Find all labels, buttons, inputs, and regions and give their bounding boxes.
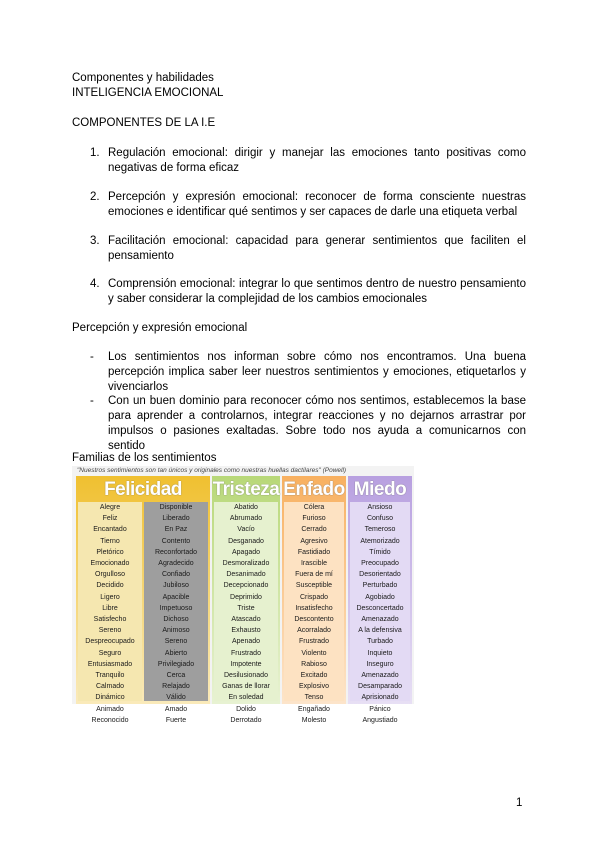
feeling-word: Engañado [298, 705, 330, 713]
feeling-word: Impotente [230, 660, 262, 668]
feeling-word: Inseguro [366, 660, 394, 668]
feeling-word: Rabioso [301, 660, 327, 668]
feeling-word: Impetuoso [159, 604, 193, 612]
family-heading: Enfado [283, 479, 345, 500]
feeling-word: Insatisfecho [295, 604, 333, 612]
feeling-word: Abierto [164, 649, 188, 657]
feeling-word: Violento [301, 649, 327, 657]
bullet-mark: - [90, 351, 94, 363]
feeling-word: Desorientado [359, 571, 401, 579]
list-number: 1. [90, 147, 100, 159]
list-text: Regulación emocional: dirigir y manejar las emociones tanto positivas como negativas de forma eficaz [108, 147, 526, 174]
feeling-word: Dolido [236, 705, 256, 713]
feeling-word: En Paz [164, 526, 188, 534]
section-heading-percepcion: Percepción y expresión emocional [72, 322, 248, 334]
feeling-word: Tímido [369, 548, 391, 556]
feeling-word: Agradecido [158, 560, 194, 568]
feeling-word: Atascado [231, 616, 261, 624]
feeling-word: Excitado [300, 672, 328, 680]
feeling-word: Abatido [234, 504, 258, 511]
feeling-word: Susceptible [295, 582, 333, 590]
feeling-word: Satisfecho [93, 616, 127, 624]
feeling-word: Reconfortado [154, 548, 198, 556]
feeling-word: Tranquilo [95, 672, 125, 680]
feeling-word: Desconcertado [356, 604, 404, 612]
family-words [350, 502, 410, 724]
image-quote: "Nuestros sentimientos son tan únicos y originales como nuestras huellas dactilares" (Powell) [77, 467, 347, 474]
feeling-word: Encantado [93, 526, 127, 534]
feeling-word: Desmoralizado [222, 560, 270, 568]
feeling-word: Dinámico [95, 694, 125, 702]
feeling-word: Alegre [99, 504, 121, 511]
feeling-word: Cerca [166, 672, 186, 680]
feeling-word: Explosivo [299, 683, 329, 691]
feeling-word: Entusiasmado [87, 660, 133, 668]
feeling-word: Derrotado [230, 716, 262, 724]
feeling-word: Animoso [162, 627, 190, 635]
feeling-word: Animado [96, 705, 124, 713]
feeling-word: Atemorizado [360, 537, 400, 545]
feeling-word: Turbado [367, 638, 393, 646]
section-heading-familias: Familias de los sentimientos [72, 452, 217, 464]
bullet-mark: - [90, 395, 94, 407]
feeling-word: Crispado [299, 593, 328, 601]
feeling-word: Descontento [294, 616, 334, 624]
family-column-enfado [282, 476, 346, 724]
feeling-word: Disponible [159, 504, 193, 511]
feeling-word: Confuso [366, 515, 394, 523]
feeling-word: Triste [237, 604, 255, 612]
feeling-word: Abrumado [229, 515, 263, 523]
feeling-word: Jubiloso [163, 582, 189, 590]
bullet-text: Con un buen dominio para reconocer cómo nos sentimos, establecemos la base para aprender a controlarnos, integrar reacciones y no dejarnos arrastrar por impulsos o pasiones exaltadas. Sobre todo nos ayuda a comunicarnos con sentido [108, 395, 526, 452]
section-heading-componentes: COMPONENTES DE LA I.E [72, 117, 216, 129]
family-words [78, 502, 208, 724]
feeling-word: Desamparado [358, 683, 402, 691]
subtitle: Componentes y habilidades [72, 72, 214, 84]
feeling-word: Frustrado [231, 649, 261, 657]
feeling-word: Decepcionado [223, 582, 269, 590]
feeling-word: Ligero [100, 593, 120, 601]
feeling-word: Angustiado [362, 716, 398, 724]
list-number: 2. [90, 191, 100, 203]
list-text: Comprensión emocional: integrar lo que sentimos dentro de nuestro pensamiento y saber considerar la complejidad de los cambios emocionales [108, 278, 526, 305]
feeling-word: Exhausto [231, 627, 261, 635]
feeling-word: Molesto [301, 716, 327, 724]
list-number: 4. [90, 278, 100, 290]
list-text: Facilitación emocional: capacidad para generar sentimientos que faciliten el pensamiento [108, 235, 526, 262]
family-heading: Miedo [353, 479, 407, 500]
bullet-text: Los sentimientos nos informan sobre cómo nos encontramos. Una buena percepción implica saber leer nuestros sentimientos y emociones, etiquetarlos y vivenciarlos [108, 351, 526, 393]
feeling-word: Feliz [102, 515, 118, 523]
feeling-word: Sereno [98, 627, 122, 635]
feeling-word: Agresivo [300, 537, 328, 545]
feeling-word: Confiado [161, 571, 191, 579]
family-column-miedo [348, 476, 412, 724]
feeling-word: A la defensiva [358, 627, 402, 635]
feeling-word: Libre [102, 604, 118, 612]
feeling-word: Fastidiado [297, 548, 331, 556]
feeling-word: Válido [166, 694, 186, 702]
feeling-word: Amado [164, 705, 188, 713]
feeling-word: Decidido [96, 582, 124, 590]
feeling-word: Vacío [237, 526, 255, 534]
feeling-word: Emocionado [90, 560, 130, 568]
family-heading: Felicidad [104, 479, 182, 500]
feeling-word: Reconocido [91, 716, 129, 724]
feeling-word: Frustrado [299, 638, 329, 646]
feeling-word: Desilusionado [224, 672, 268, 680]
feeling-word: Furioso [302, 515, 326, 523]
feeling-word: Tenso [304, 694, 324, 702]
feeling-word: Despreocupado [85, 638, 135, 646]
feeling-word: Calmado [95, 683, 124, 691]
feeling-word: Irascible [300, 560, 328, 568]
family-heading: Tristeza [212, 479, 280, 500]
list-text: Percepción y expresión emocional: reconocer de forma consciente nuestras emociones e identificar qué sentimos y ser capaces de darle una etiqueta verbal [108, 191, 526, 218]
feeling-word: Desanimado [226, 571, 266, 579]
feeling-word: Cerrado [301, 526, 327, 534]
feeling-word: Inquieto [367, 649, 393, 657]
feeling-word: Relajado [162, 683, 190, 691]
feeling-word: En soledad [228, 694, 264, 702]
family-words [284, 502, 344, 724]
feeling-word: Perturbado [362, 582, 398, 590]
family-column-felicidad [76, 476, 210, 724]
feeling-word: Dichoso [163, 616, 189, 624]
feeling-word: Amenazado [361, 616, 399, 624]
feeling-word: Ansioso [367, 504, 393, 511]
feeling-word: Pánico [369, 705, 391, 713]
feeling-word: Liberado [162, 515, 190, 523]
feeling-word: Pletórico [96, 548, 124, 556]
page-number: 1 [516, 797, 523, 809]
feeling-word: Privilegiado [157, 660, 195, 668]
feeling-word: Orgulloso [95, 571, 125, 579]
family-words [214, 502, 278, 724]
feeling-word: Amenazado [361, 672, 399, 680]
feeling-word: Apenado [231, 638, 261, 646]
feeling-word: Tierno [100, 537, 120, 545]
feeling-word: Ganas de llorar [222, 683, 270, 691]
feeling-word: Preocupado [361, 560, 399, 568]
feeling-word: Apagado [231, 548, 261, 556]
feeling-word: Seguro [98, 649, 122, 657]
feeling-word: Fuerte [165, 716, 187, 724]
feelings-families-image [72, 466, 414, 724]
feeling-word: Aprisionado [361, 694, 399, 702]
feeling-word: Sereno [164, 638, 188, 646]
feeling-word: Acorralado [297, 627, 331, 635]
feeling-word: Deprimido [230, 593, 262, 601]
feeling-word: Apacible [162, 593, 190, 601]
feeling-word: Temeroso [364, 526, 396, 534]
document-title: INTELIGENCIA EMOCIONAL [72, 87, 224, 99]
feeling-word: Cólera [303, 504, 325, 511]
feeling-word: Desganado [228, 537, 264, 545]
feeling-word: Agobiado [365, 593, 395, 601]
family-column-tristeza [212, 476, 280, 724]
list-number: 3. [90, 235, 100, 247]
feeling-word: Contento [161, 537, 191, 545]
feeling-word: Fuera de mí [295, 571, 333, 579]
